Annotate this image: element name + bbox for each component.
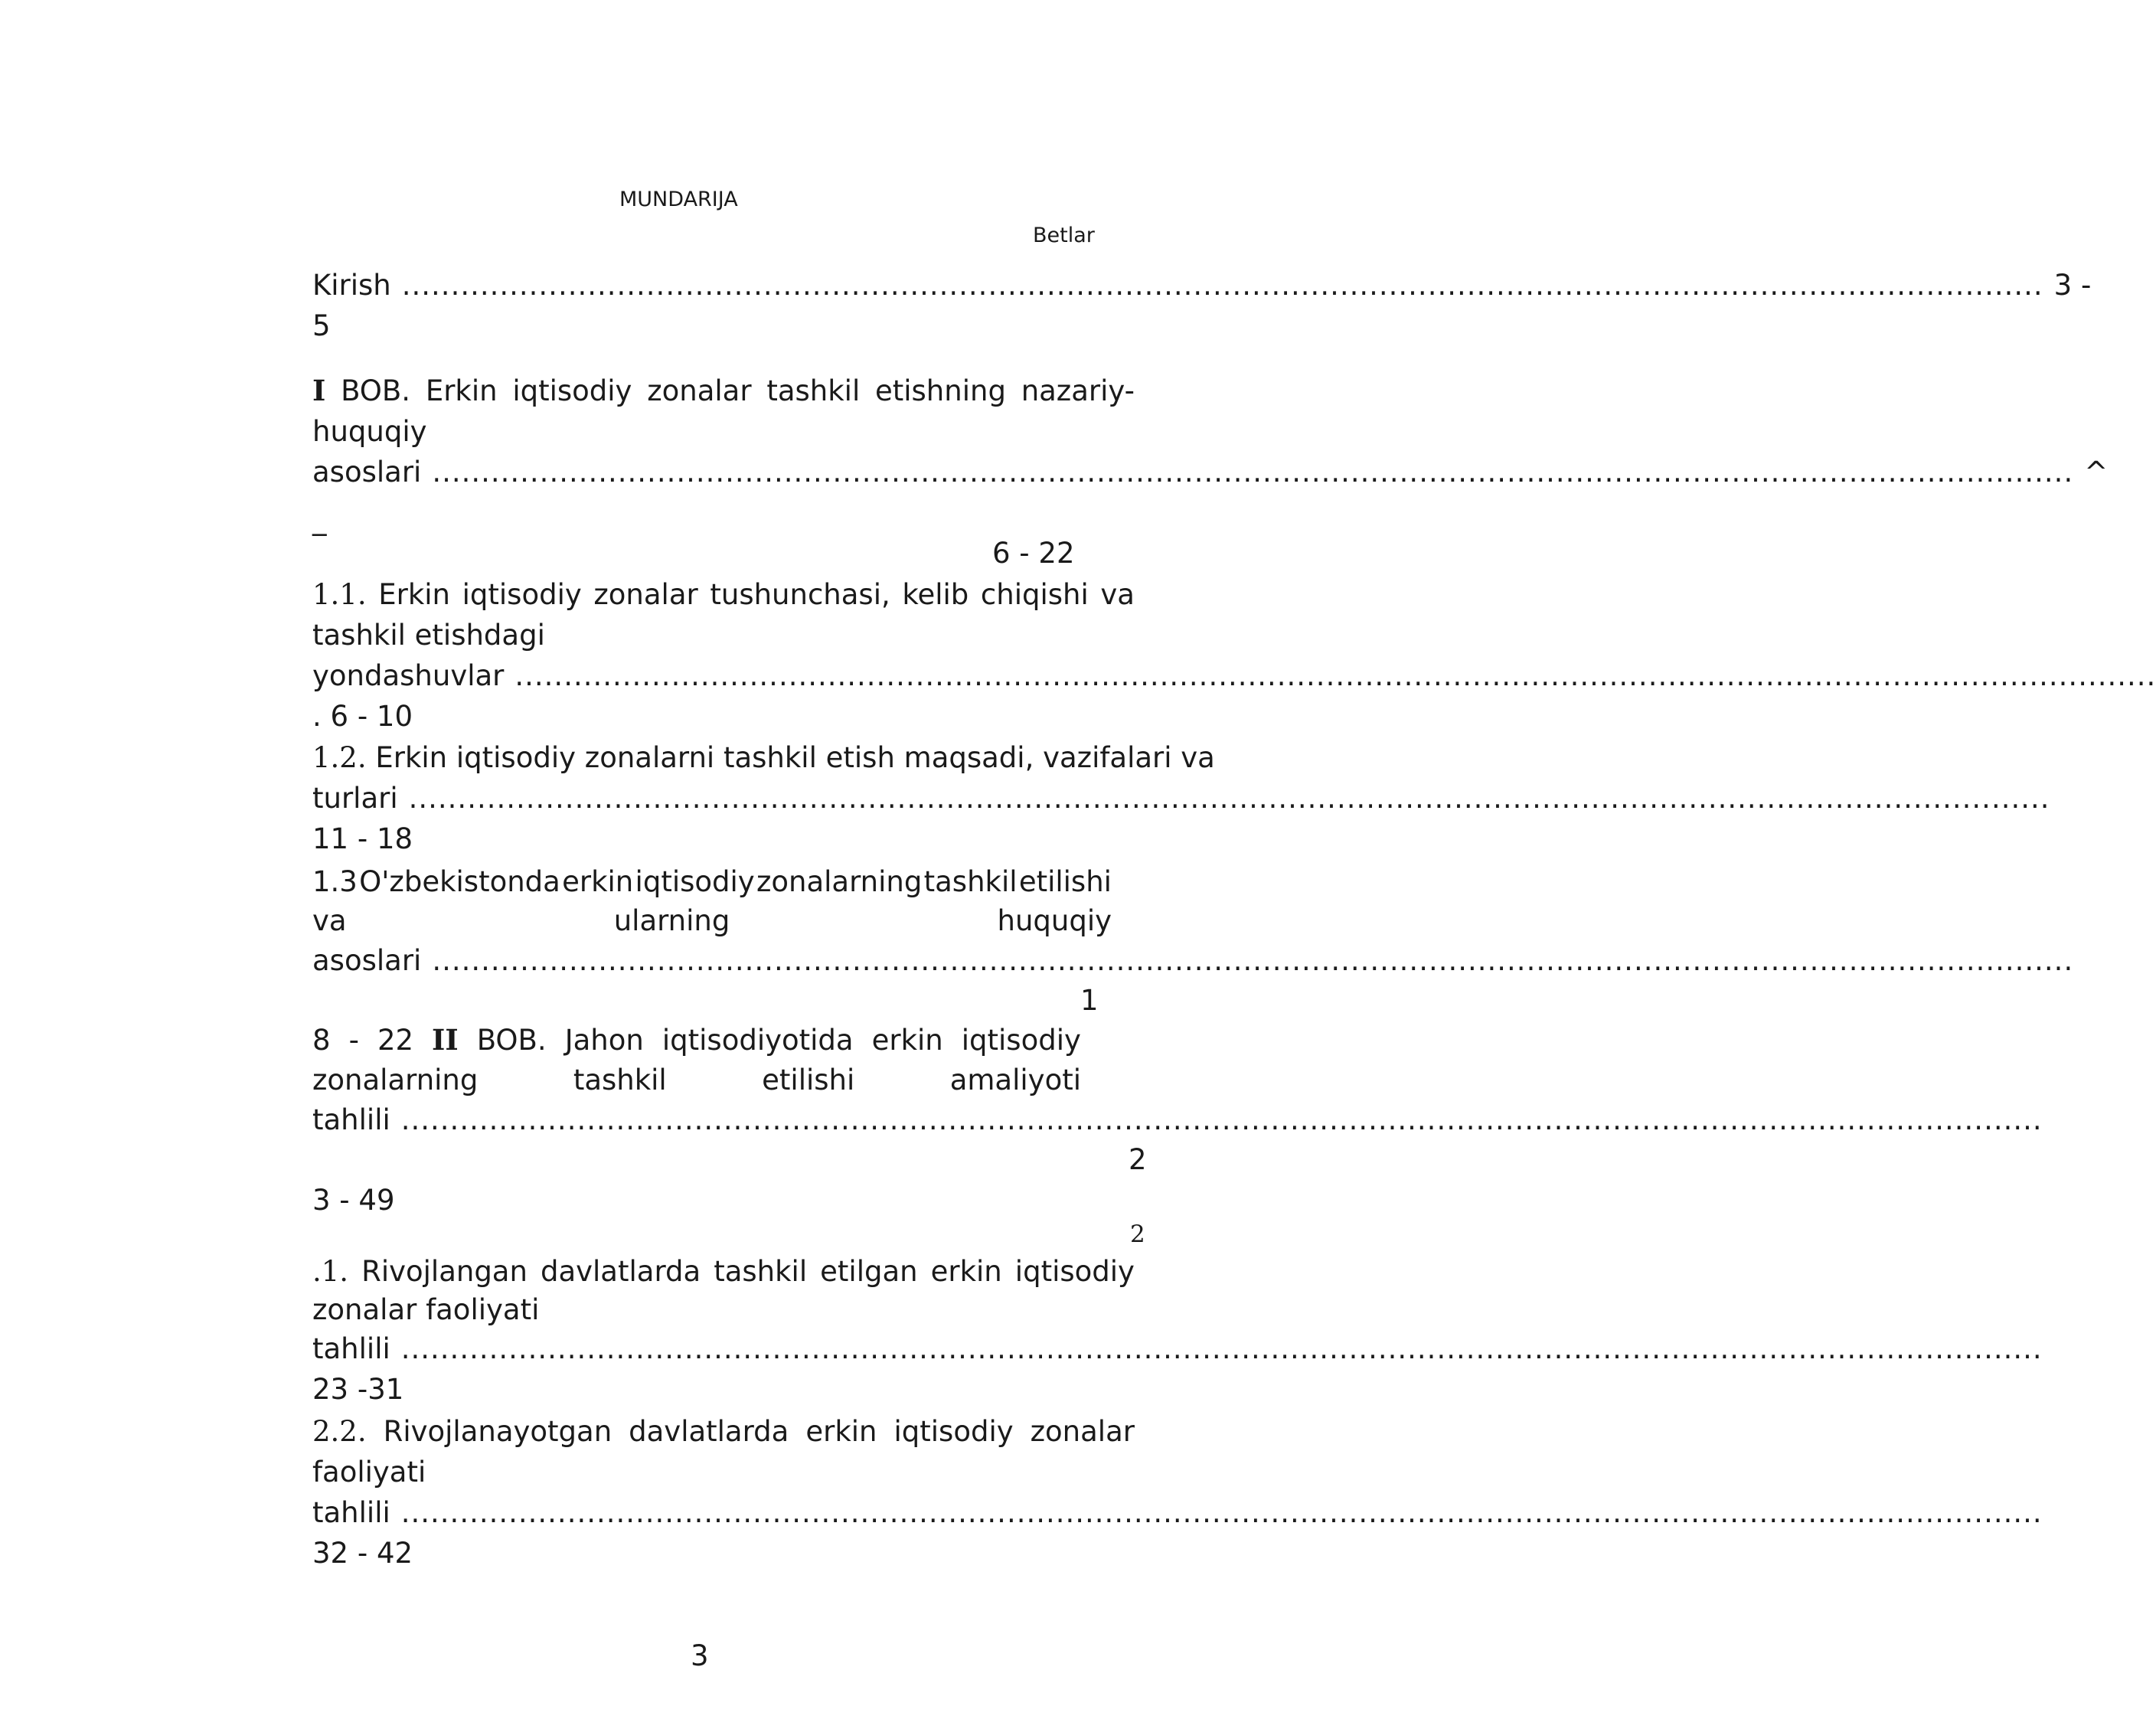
section-number: .1. — [312, 1255, 349, 1288]
toc-section-1-2-line2: turlari ........................................................................................................................................................................ — [312, 778, 1135, 819]
chapter-roman-numeral: I — [312, 374, 326, 407]
toc-chapter-1-line3: asoslari ........................................................................................................................................................................ ^ — [312, 452, 1135, 492]
toc-chapter-1-line2: huquqiy — [312, 415, 427, 448]
toc-section-1-1-pages: . 6 - 10 — [312, 700, 413, 733]
toc-leader-dots: ........................................................................................................................................................................ — [400, 1496, 2043, 1529]
section-number: 2.2. — [312, 1415, 367, 1448]
toc-chapter-1-pages: 6 - 22 — [992, 537, 1075, 570]
toc-section-1-1-line3: yondashuvlar ........................................................................................................................................................................ — [312, 655, 1135, 696]
toc-title: MUNDARIJA — [619, 188, 738, 211]
section-number: 1.2. — [312, 741, 367, 774]
toc-chapter-2-line2: zonalarning tashkil etilishi amaliyoti — [312, 1064, 1081, 1096]
toc-section-1-2: 1.2. Erkin iqtisodiy zonalarni tashkil etish maqsadi, vazifalari va — [312, 741, 1215, 774]
toc-chapter-2-pages: 3 - 49 — [312, 1184, 395, 1217]
toc-chapter-2-line3: tahlili ........................................................................................................................................................................ — [312, 1100, 990, 1140]
toc-entry-label: Kirish — [312, 269, 391, 302]
toc-section-1-1-line2: tashkil etishdagi — [312, 619, 545, 652]
toc-section-1-3-line2: va ularning huquqiy — [312, 904, 1112, 937]
toc-section-2-1: .1. Rivojlangan davlatlarda tashkil etilgan erkin iqtisodiy — [312, 1251, 1135, 1292]
toc-section-2-1-line3: tahlili ........................................................................................................................................................................ — [312, 1328, 1135, 1369]
page-number: 3 — [691, 1639, 709, 1672]
toc-section-1-1: 1.1. Erkin iqtisodiy zonalar tushunchasi, kelib chiqishi va — [312, 574, 1135, 615]
toc-section-2-1-line2: zonalar faoliyati — [312, 1293, 540, 1326]
pages-column-header: Betlar — [1033, 224, 1095, 247]
toc-entry-pages: 3 - — [2053, 269, 2092, 302]
toc-leader-dots: ........................................................................................................................................................................ — [432, 944, 2074, 977]
toc-leader-dots: ........................................................................................................................................................................ — [400, 1332, 2043, 1365]
toc-section-1-3-page-frag: 1 — [1080, 984, 1099, 1017]
toc-leader-dots: ........................................................................................................................................................................ — [432, 456, 2074, 489]
toc-chapter-1-heading: I BOB. Erkin iqtisodiy zonalar tashkil etishning nazariy- — [312, 371, 1135, 411]
toc-section-2-2-pages: 32 - 42 — [312, 1537, 413, 1570]
toc-section-2-2-line3: tahlili ........................................................................................................................................................................ — [312, 1492, 1135, 1533]
toc-section-1-3-line3: asoslari ........................................................................................................................................................................ — [312, 940, 1021, 981]
toc-leader-dots: ........................................................................................................................................................................ — [400, 1103, 2043, 1136]
toc-section-2-2-line2: faoliyati — [312, 1456, 426, 1489]
toc-section-2-1-pages: 23 -31 — [312, 1373, 404, 1406]
toc-entry-intro — [312, 265, 2092, 306]
toc-section-1-3: 1.3 O'zbekistonda erkin iqtisodiy zonalarning tashkil etilishi — [312, 865, 1112, 898]
toc-section-2-2: 2.2. Rivojlanayotgan davlatlarda erkin iqtisodiy zonalar — [312, 1411, 1135, 1452]
toc-stray-dash: _ — [312, 503, 327, 536]
toc-leader-dots: ........................................................................................................................................................................ — [401, 269, 2043, 302]
chapter-roman-numeral: II — [432, 1023, 459, 1057]
toc-entry-pages-cont: 5 — [312, 309, 331, 342]
toc-section-2-1-frag: 2 — [1130, 1221, 1145, 1248]
toc-leader-dots: ........................................................................................................................................................................ — [514, 659, 2156, 692]
toc-leader-dots: ........................................................................................................................................................................ — [408, 782, 2050, 815]
toc-section-1-2-pages: 11 - 18 — [312, 822, 413, 855]
toc-chapter-2-heading: 8 - 22 II BOB. Jahon iqtisodiyotida erkin iqtisodiy — [312, 1020, 1081, 1060]
toc-chapter-2-page-frag: 2 — [1129, 1143, 1147, 1176]
section-number: 1.1. — [312, 578, 367, 611]
